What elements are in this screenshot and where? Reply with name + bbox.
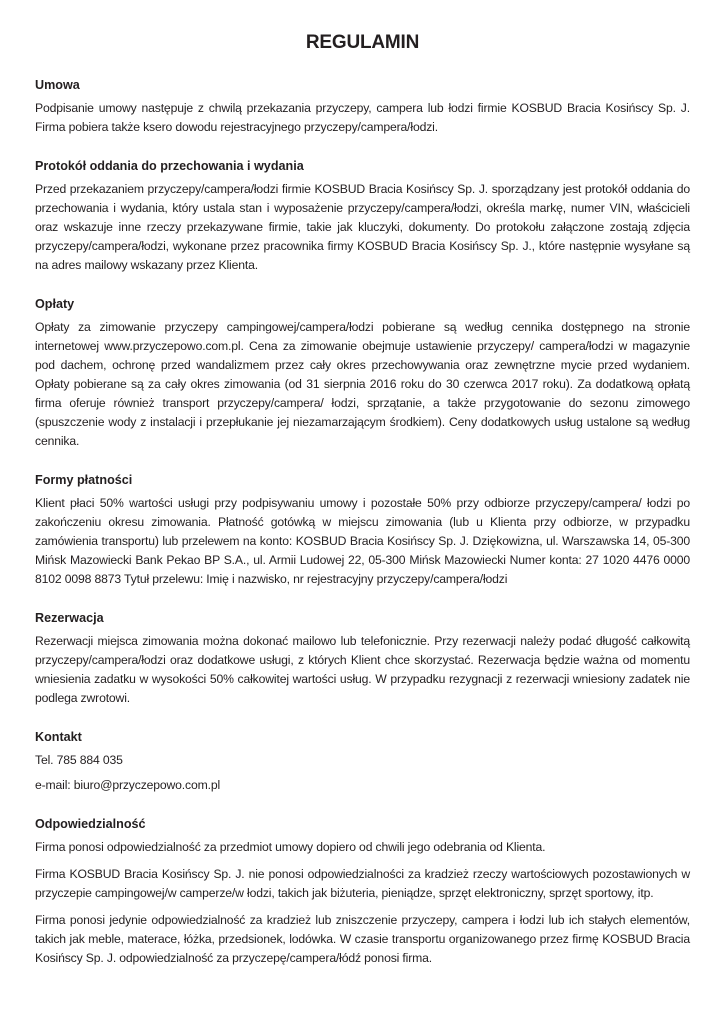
section-paragraph: Przed przekazaniem przyczepy/campera/łodzi firmie KOSBUD Bracia Kosińscy Sp. J. sporządzany jest protokół oddania do przechowania i wydania, który ustala stan i wyposażenie przyczepy/campera/łodzi, określa markę, numer VIN, właścicieli oraz wskazuje inne rzeczy przekazywane firmie, takie jak kluczyki, dokumenty. Do protokołu załączone zostają zdjęcia przyczepy/campera/łodzi, wykonane przez pracownika firmy KOSBUD Bracia Kosińscy Sp. J., które następnie wysyłane są na adres mailowy wskazany przez Klienta. bbox=[35, 182, 690, 272]
section-odpowiedzialnosc bbox=[35, 815, 690, 968]
contact-email: e-mail: biuro@przyczepowo.com.pl bbox=[35, 778, 221, 792]
section-paragraph: Firma ponosi jedynie odpowiedzialność za kradzież lub zniszczenie przyczepy, campera i łodzi lub ich stałych elementów, takich jak meble, materace, łóżka, przedsionek, lodówka. W czasie transportu organizowanego przez firmę KOSBUD Bracia Kosińscy Sp. J. odpowiedzialność za przyczepę/campera/łódź ponosi firma. bbox=[35, 913, 690, 965]
section-paragraph: Firma KOSBUD Bracia Kosińscy Sp. J. nie ponosi odpowiedzialności za kradzież rzeczy wartościowych pozostawionych w przyczepie campingowej/w camperze/w łodzi, takich jak biżuteria, pieniądze, sprzęt elektroniczny, sprzęt sportowy, itp. bbox=[35, 867, 690, 900]
section-paragraph: Firma ponosi odpowiedzialność za przedmiot umowy dopiero od chwili jego odebrania od Klienta. bbox=[35, 840, 546, 854]
section-umowa bbox=[35, 76, 690, 137]
section-paragraph: Opłaty za zimowanie przyczepy campingowej/campera/łodzi pobierane są według cennika dostępnego na stronie internetowej www.przyczepowo.com.pl. Cena za zimowanie obejmuje ustawienie przyczepy/ campera/łodzi w magazynie pod dachem, ochronę przed wandalizmem przez cały okres przechowywania oraz zewnętrzne mycie przed wydaniem. Opłaty pobierane są za cały okres zimowania (od 31 sierpnia 2016 roku do 30 czerwca 2017 roku). Za dodatkową opłatą firma oferuje również transport przyczepy/campera/ łodzi, sprzątanie, a także przygotowanie do sezonu zimowego (spuszczenie wody z instalacji i przepłukanie jej niezamarzającym środkiem). Ceny dodatkowych usług ustalone są według cennika. bbox=[35, 320, 690, 448]
section-oplaty bbox=[35, 295, 690, 451]
contact-phone: Tel. 785 884 035 bbox=[35, 753, 123, 767]
section-paragraph: Rezerwacji miejsca zimowania można dokonać mailowo lub telefonicznie. Przy rezerwacji należy podać długość całkowitą przyczepy/campera/łodzi oraz dodatkowe usługi, z których Klient chce skorzystać. Rezerwacja będzie ważna od momentu wniesienia zadatku w wysokości 50% całkowitej wartości usług. W przypadku rezygnacji z rezerwacji wniesiony zadatek nie podlega zwrotowi. bbox=[35, 634, 690, 705]
section-paragraph: Podpisanie umowy następuje z chwilą przekazania przyczepy, campera lub łodzi firmie KOSBUD Bracia Kosińscy Sp. J. Firma pobiera także ksero dowodu rejestracyjnego przyczepy/campera/łodzi. bbox=[35, 101, 690, 134]
section-heading: Rezerwacja bbox=[35, 611, 104, 625]
document-title: REGULAMIN bbox=[305, 32, 420, 53]
section-heading: Formy płatności bbox=[35, 473, 133, 487]
section-heading: Opłaty bbox=[35, 297, 75, 311]
section-heading: Umowa bbox=[35, 78, 80, 92]
document-page bbox=[35, 30, 690, 988]
section-protokol bbox=[35, 157, 690, 275]
section-heading: Kontakt bbox=[35, 730, 82, 744]
section-kontakt bbox=[35, 728, 690, 795]
section-heading: Odpowiedzialność bbox=[35, 817, 146, 831]
section-heading: Protokół oddania do przechowania i wydania bbox=[35, 159, 304, 173]
section-formy-platnosci bbox=[35, 471, 690, 589]
section-rezerwacja bbox=[35, 609, 690, 708]
section-paragraph: Klient płaci 50% wartości usługi przy podpisywaniu umowy i pozostałe 50% przy odbiorze przyczepy/campera/ łodzi po zakończeniu okresu zimowania. Płatność gotówką w miejscu zimowania (lub u Klienta przy odbiorze, w przypadku zamówienia transportu) lub przelewem na konto: KOSBUD Bracia Kosińscy Sp. J. Dziękowizna, ul. Warszawska 14, 05-300 Mińsk Mazowiecki Bank Pekao BP S.A., ul. Armii Ludowej 22, 05-300 Mińsk Mazowiecki Numer konta: 27 1020 4476 0000 8102 0098 8873 Tytuł przelewu: Imię i nazwisko, nr rejestracyjny przyczepy/campera/łodzi bbox=[35, 496, 690, 586]
